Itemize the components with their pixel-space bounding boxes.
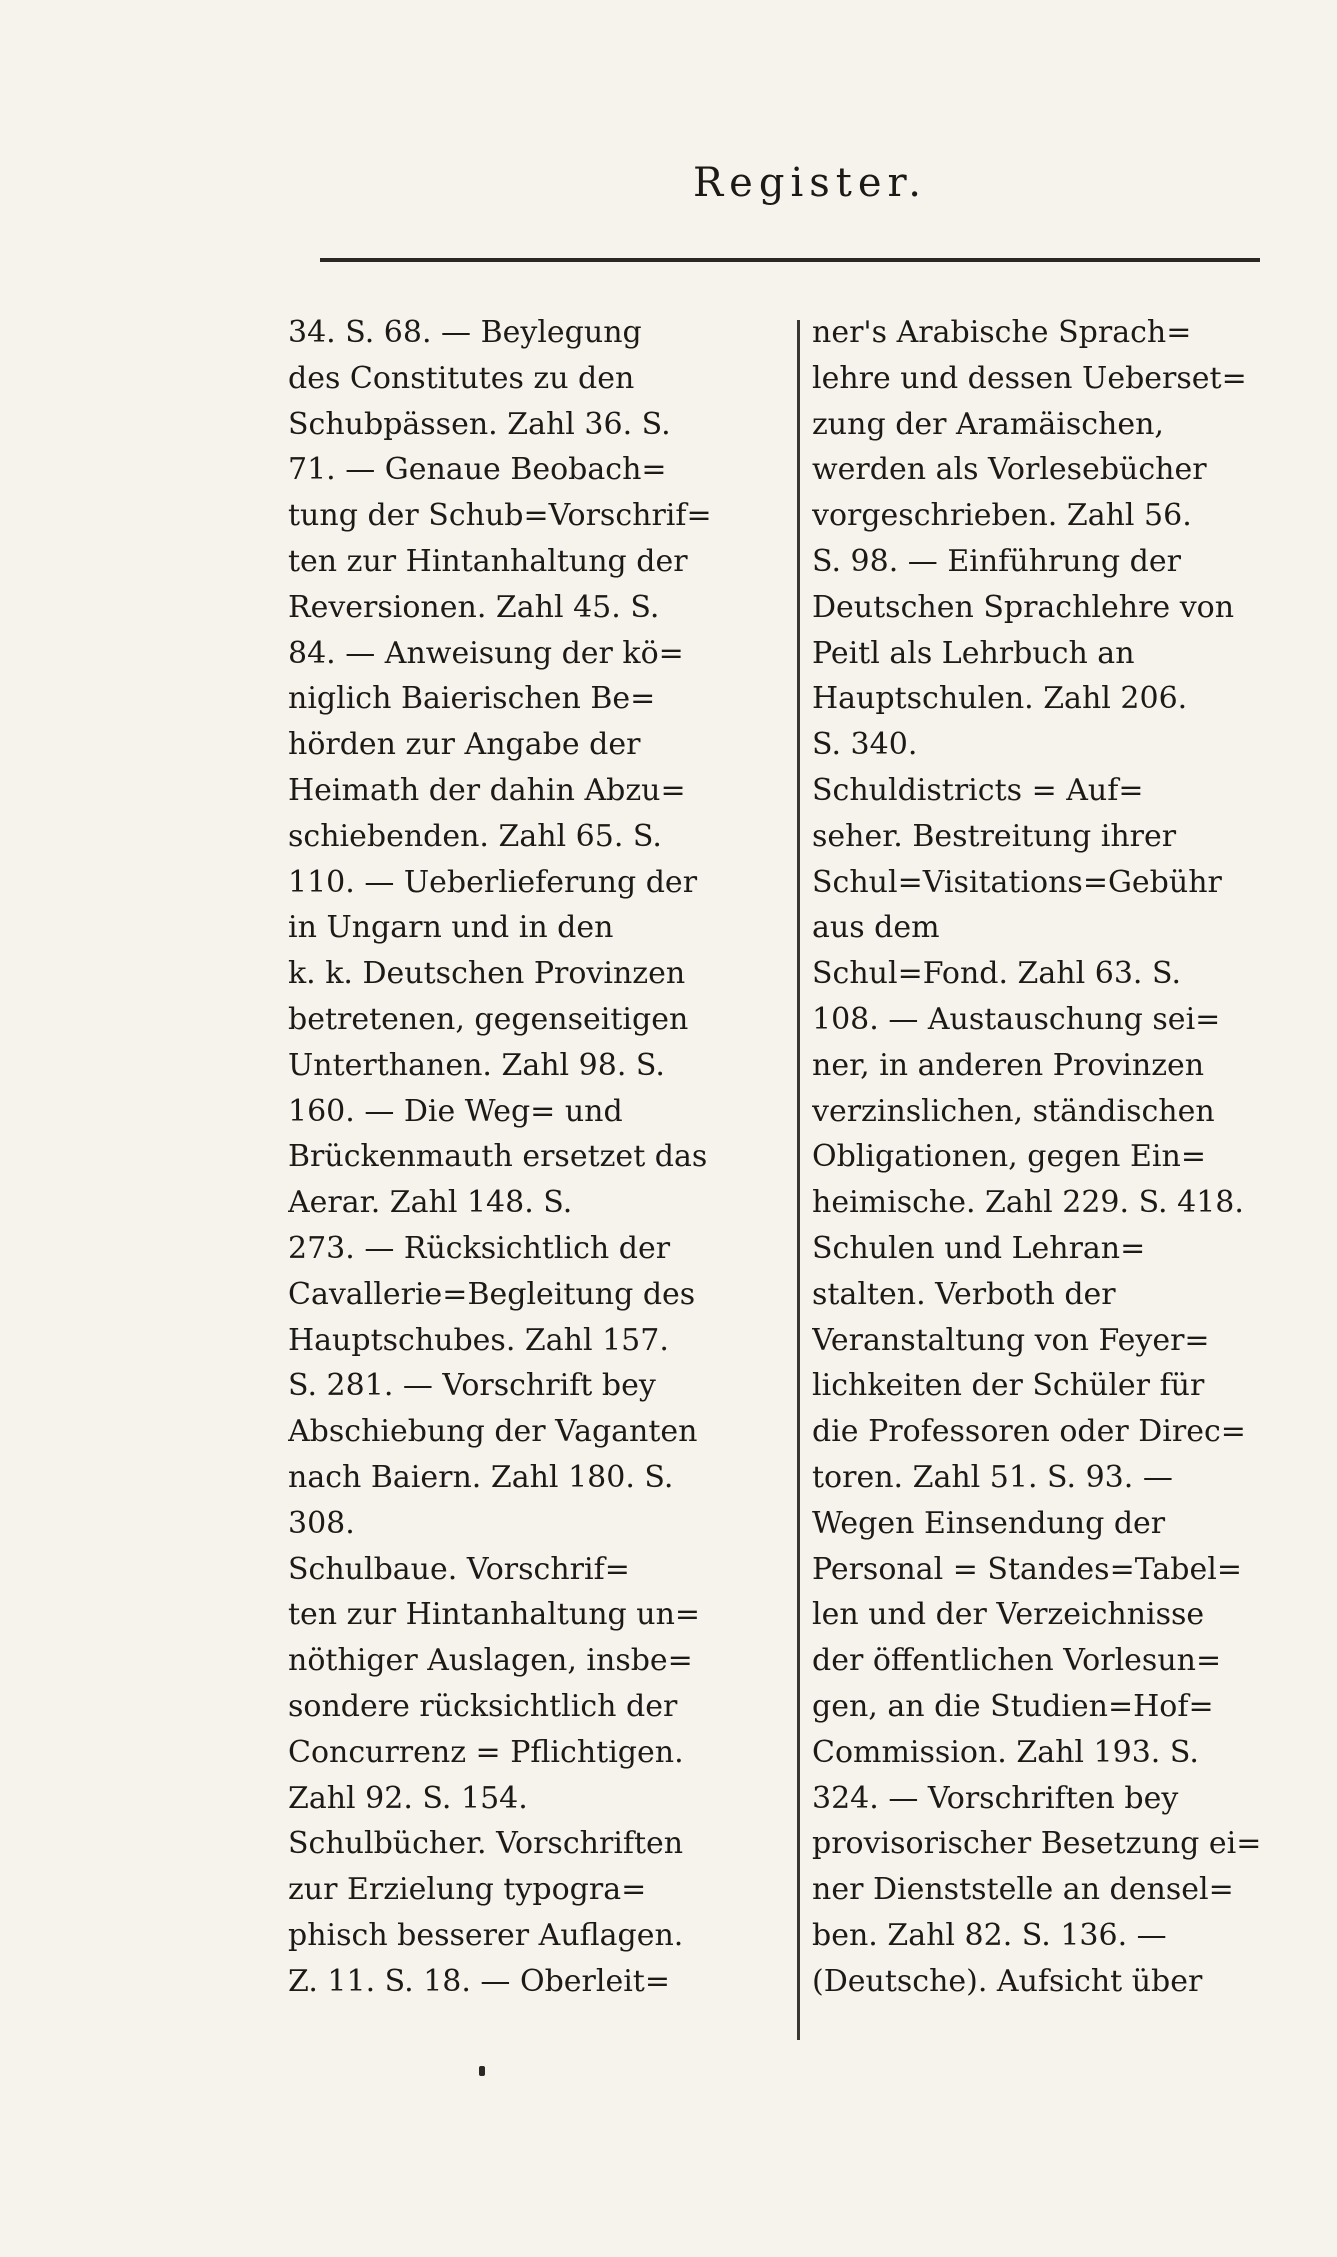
text-line: ner's Arabische Sprach= bbox=[812, 315, 1192, 350]
right-column bbox=[812, 310, 1282, 2004]
text-line: Obligationen, gegen Ein= bbox=[812, 1139, 1206, 1175]
text-line: Z. 11. S. 18. — Oberleit= bbox=[288, 1963, 671, 1999]
text-line: 34. S. 68. — Beylegung bbox=[288, 315, 642, 350]
text-line: Concurrenz = Pflichtigen. bbox=[288, 1734, 684, 1770]
text-line: hörden zur Angabe der bbox=[288, 727, 641, 763]
text-line: Schulen und Lehran= bbox=[812, 1230, 1146, 1266]
text-line: len und der Verzeichnisse bbox=[812, 1597, 1205, 1633]
text-line: nach Baiern. Zahl 180. S. bbox=[288, 1459, 674, 1495]
text-line: Schuldistricts = Auf= bbox=[812, 772, 1144, 808]
text-line: 160. — Die Weg= und bbox=[288, 1093, 623, 1129]
text-line: Schul=Visitations=Gebühr bbox=[812, 864, 1222, 900]
text-line: Hauptschubes. Zahl 157. bbox=[288, 1322, 669, 1358]
text-line: Schul=Fond. Zahl 63. S. bbox=[812, 956, 1182, 992]
text-line: Aerar. Zahl 148. S. bbox=[288, 1185, 573, 1221]
ink-mark bbox=[479, 2066, 485, 2076]
text-line: lehre und dessen Ueberset= bbox=[812, 360, 1247, 396]
text-line: Peitl als Lehrbuch an bbox=[812, 635, 1135, 671]
text-line: S. 281. — Vorschrift bey bbox=[288, 1368, 656, 1404]
column-divider bbox=[797, 320, 800, 2040]
text-line: 110. — Ueberlieferung der bbox=[288, 864, 698, 900]
text-line: die Professoren oder Direc= bbox=[812, 1414, 1246, 1450]
text-line: 308. bbox=[288, 1505, 355, 1541]
text-line: ben. Zahl 82. S. 136. — bbox=[812, 1917, 1167, 1953]
text-line: Cavallerie=Begleitung des bbox=[288, 1276, 696, 1312]
text-line: provisorischer Besetzung ei= bbox=[812, 1826, 1262, 1862]
page-header: Register. bbox=[693, 160, 927, 206]
text-line: 273. — Rücksichtlich der bbox=[288, 1230, 671, 1266]
text-line: niglich Baierischen Be= bbox=[288, 681, 656, 717]
text-line: 71. — Genaue Beobach= bbox=[288, 452, 667, 488]
text-line: des Constitutes zu den bbox=[288, 360, 635, 396]
text-line: Deutschen Sprachlehre von bbox=[812, 589, 1235, 625]
text-line: gen, an die Studien=Hof= bbox=[812, 1688, 1214, 1724]
text-line: Zahl 92. S. 154. bbox=[288, 1780, 528, 1816]
text-line: Wegen Einsendung der bbox=[812, 1505, 1166, 1541]
text-line: betretenen, gegenseitigen bbox=[288, 1001, 689, 1037]
text-line: Schulbücher. Vorschriften bbox=[288, 1826, 684, 1862]
text-line: zung der Aramäischen, bbox=[812, 406, 1164, 442]
left-column bbox=[288, 310, 780, 2004]
text-line: Abschiebung der Vaganten bbox=[288, 1414, 698, 1450]
text-line: phisch besserer Auflagen. bbox=[288, 1917, 684, 1953]
text-line: Unterthanen. Zahl 98. S. bbox=[288, 1047, 665, 1083]
text-line: ner, in anderen Provinzen bbox=[812, 1047, 1205, 1083]
text-line: toren. Zahl 51. S. 93. — bbox=[812, 1459, 1173, 1495]
text-line: verzinslichen, ständischen bbox=[812, 1093, 1215, 1129]
text-line: Brückenmauth ersetzet das bbox=[288, 1139, 708, 1175]
text-line: (Deutsche). Aufsicht über bbox=[812, 1963, 1203, 1999]
text-line: S. 340. bbox=[812, 727, 918, 763]
text-line: vorgeschrieben. Zahl 56. bbox=[812, 498, 1192, 534]
text-line: seher. Bestreitung ihrer bbox=[812, 818, 1177, 854]
text-line: Veranstaltung von Feyer= bbox=[812, 1322, 1210, 1358]
text-line: Hauptschulen. Zahl 206. bbox=[812, 681, 1188, 717]
text-line: 324. — Vorschriften bey bbox=[812, 1780, 1179, 1816]
text-line: Personal = Standes=Tabel= bbox=[812, 1551, 1242, 1587]
text-line: lichkeiten der Schüler für bbox=[812, 1368, 1205, 1404]
text-line: Reversionen. Zahl 45. S. bbox=[288, 589, 660, 625]
text-line: Schubpässen. Zahl 36. S. bbox=[288, 406, 671, 442]
text-line: 84. — Anweisung der kö= bbox=[288, 635, 684, 671]
text-line: S. 98. — Einführung der bbox=[812, 543, 1181, 579]
text-line: schiebenden. Zahl 65. S. bbox=[288, 818, 662, 854]
text-line: in Ungarn und in den bbox=[288, 910, 614, 946]
text-line: aus dem bbox=[812, 910, 940, 946]
text-line: Heimath der dahin Abzu= bbox=[288, 772, 686, 808]
text-line: tung der Schub=Vorschrif= bbox=[288, 498, 712, 534]
text-line: k. k. Deutschen Provinzen bbox=[288, 956, 686, 992]
text-line: heimische. Zahl 229. S. 418. bbox=[812, 1185, 1244, 1221]
text-line: stalten. Verboth der bbox=[812, 1276, 1116, 1312]
text-line: ten zur Hintanhaltung un= bbox=[288, 1597, 701, 1633]
text-line: ten zur Hintanhaltung der bbox=[288, 543, 688, 579]
text-line: Commission. Zahl 193. S. bbox=[812, 1734, 1199, 1770]
text-line: der öffentlichen Vorlesun= bbox=[812, 1643, 1222, 1679]
header-rule bbox=[320, 258, 1260, 262]
text-line: ner Dienststelle an densel= bbox=[812, 1872, 1234, 1908]
text-line: 108. — Austauschung sei= bbox=[812, 1001, 1221, 1037]
text-line: sondere rücksichtlich der bbox=[288, 1688, 678, 1724]
text-line: nöthiger Auslagen, insbe= bbox=[288, 1643, 693, 1679]
text-line: werden als Vorlesebücher bbox=[812, 452, 1207, 488]
text-line: Schulbaue. Vorschrif= bbox=[288, 1551, 630, 1587]
text-line: zur Erzielung typogra= bbox=[288, 1872, 647, 1908]
